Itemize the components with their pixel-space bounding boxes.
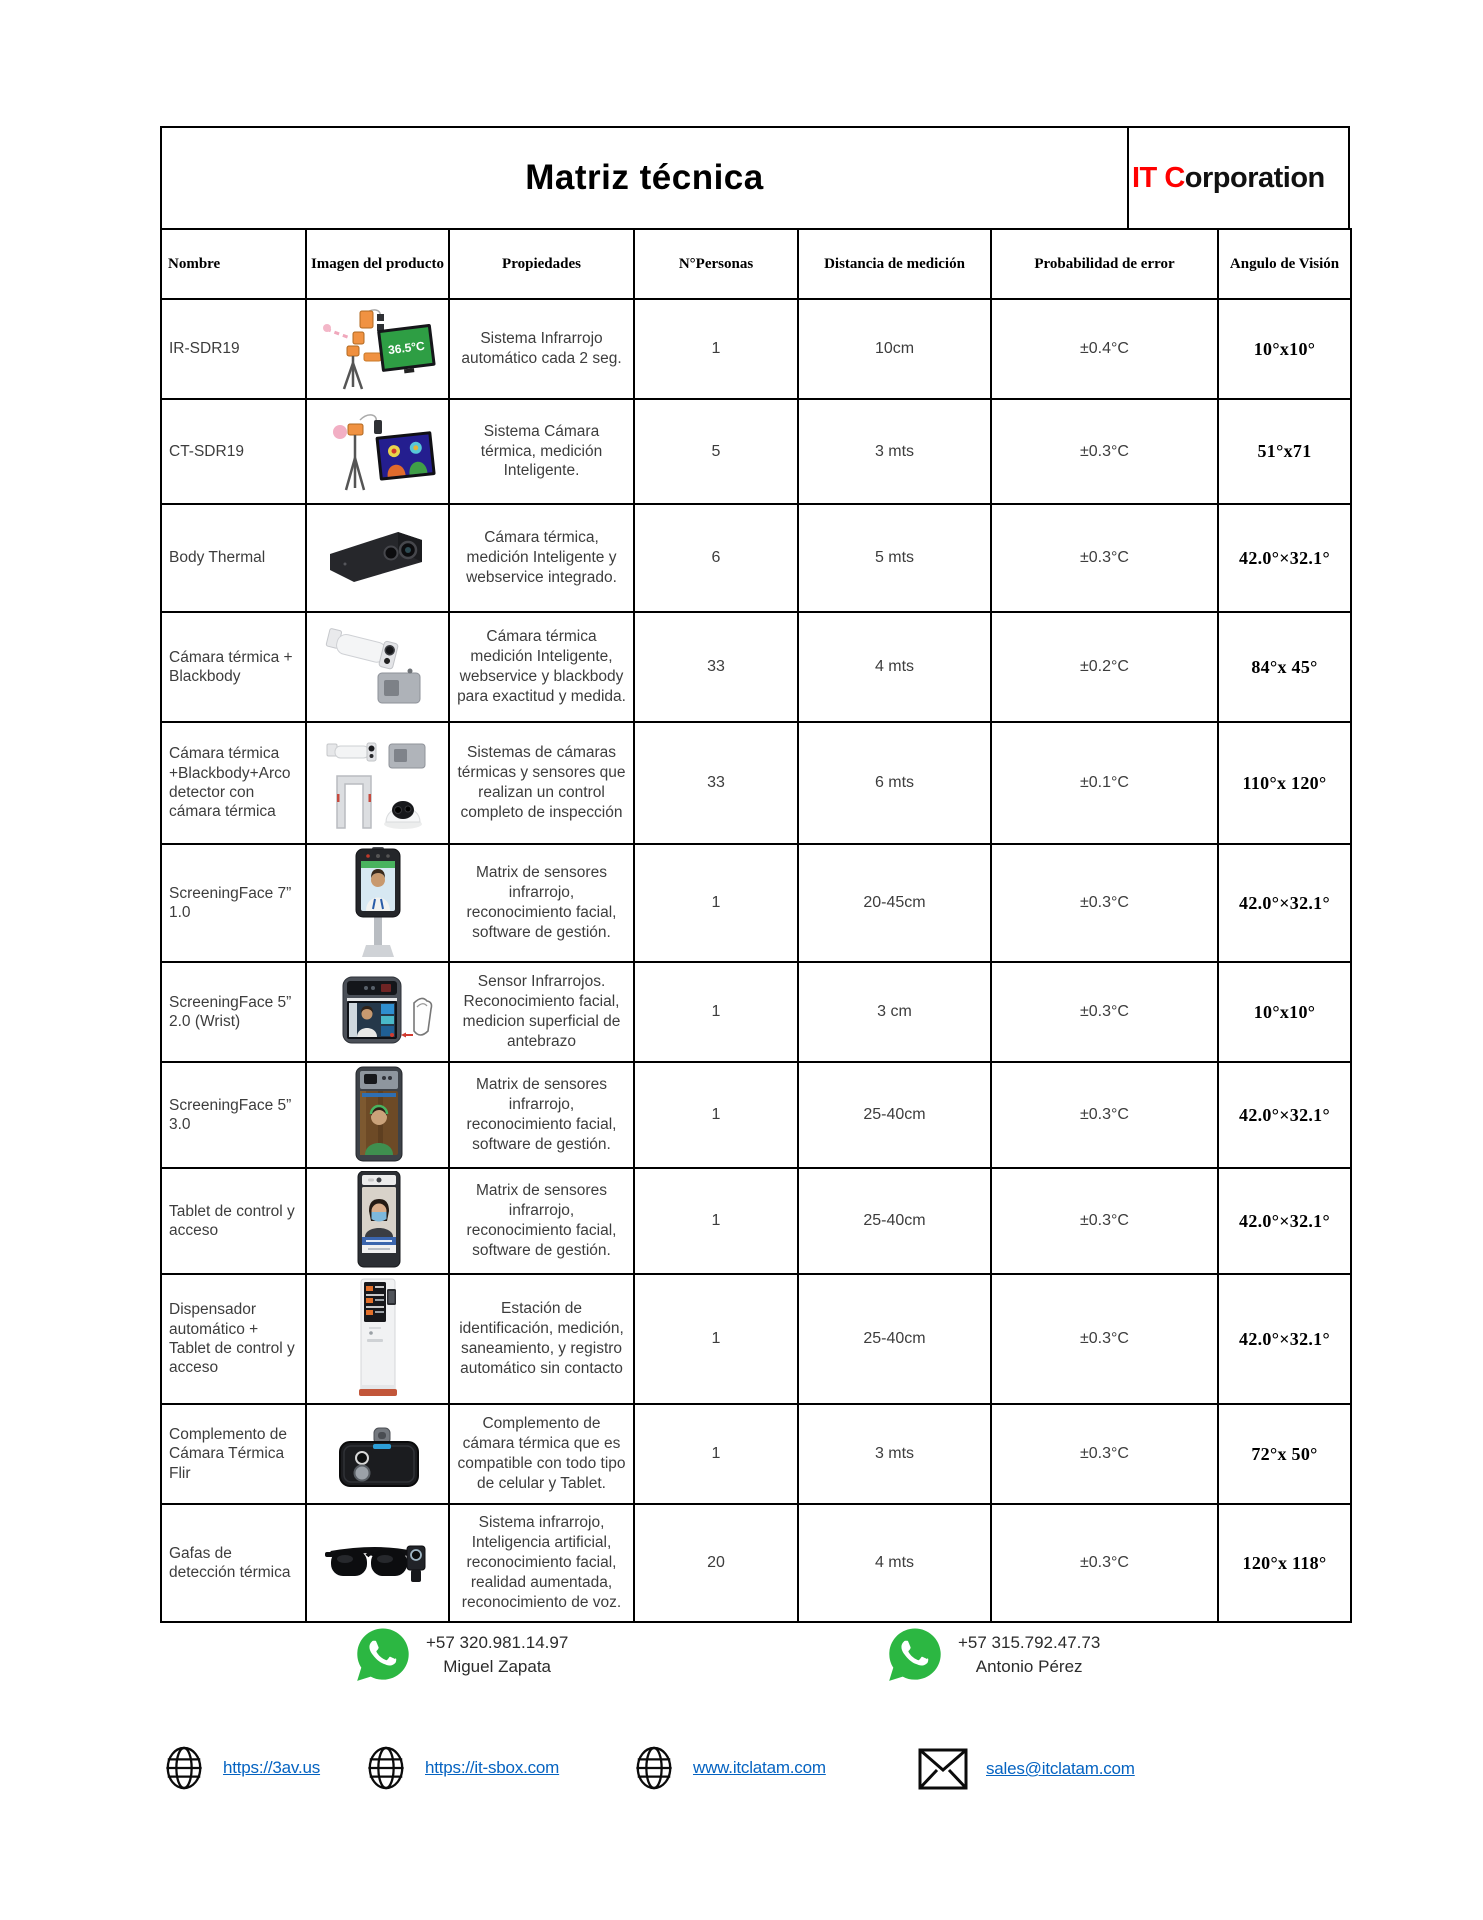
cell-propiedades: Matrix de sensores infrarrojo, reconocimiento facial, software de gestión. bbox=[449, 1168, 634, 1274]
cell-angulo: 42.0°×32.1° bbox=[1218, 1274, 1351, 1404]
globe-icon bbox=[365, 1744, 407, 1792]
cell-distancia: 10cm bbox=[798, 299, 991, 399]
contact-phone: +57 315.792.47.73 bbox=[958, 1633, 1101, 1653]
cell-angulo: 42.0°×32.1° bbox=[1218, 1062, 1351, 1168]
cell-propiedades: Cámara térmica, medición Inteligente y webservice integrado. bbox=[449, 504, 634, 612]
cell-propiedades: Sistema infrarrojo, Inteligencia artificial, reconocimiento facial, realidad aumentada, reconocimiento de voz. bbox=[449, 1504, 634, 1622]
product-image-body-thermal bbox=[320, 520, 436, 596]
column-header: Nombre bbox=[161, 229, 306, 299]
cell-product-image bbox=[306, 612, 449, 722]
cell-product-image bbox=[306, 962, 449, 1062]
table-row bbox=[161, 1404, 1351, 1504]
cell-distancia: 25-40cm bbox=[798, 1274, 991, 1404]
table-row bbox=[161, 504, 1351, 612]
logo-highlight: IT C bbox=[1132, 161, 1185, 194]
cell-angulo: 120°x 118° bbox=[1218, 1504, 1351, 1622]
cell-propiedades: Estación de identificación, medición, saneamiento, y registro automático sin contacto bbox=[449, 1274, 634, 1404]
cell-nombre: ScreeningFace 7” 1.0 bbox=[161, 844, 306, 962]
cell-nombre: ScreeningFace 5” 2.0 (Wrist) bbox=[161, 962, 306, 1062]
cell-error: ±0.1°C bbox=[991, 722, 1218, 844]
product-image-dispensador bbox=[339, 1277, 417, 1401]
cell-nombre: Cámara térmica +Blackbody+Arco detector con cámara térmica bbox=[161, 722, 306, 844]
footer-link-2 bbox=[365, 1744, 559, 1792]
cell-angulo: 10°x10° bbox=[1218, 299, 1351, 399]
cell-propiedades: Sistema Infrarrojo automático cada 2 seg. bbox=[449, 299, 634, 399]
product-image-arco-detector bbox=[325, 736, 431, 830]
footer-link-anchor[interactable]: www.itclatam.com bbox=[693, 1758, 826, 1777]
cell-personas: 5 bbox=[634, 399, 798, 504]
cell-propiedades: Sistemas de cámaras térmicas y sensores que realizan un control completo de inspección bbox=[449, 722, 634, 844]
cell-angulo: 110°x 120° bbox=[1218, 722, 1351, 844]
cell-propiedades: Cámara térmica medición Inteligente, webservice y blackbody para exactitud y medida. bbox=[449, 612, 634, 722]
column-header: Probabilidad de error bbox=[991, 229, 1218, 299]
cell-personas: 1 bbox=[634, 844, 798, 962]
table-row bbox=[161, 962, 1351, 1062]
column-header: N°Personas bbox=[634, 229, 798, 299]
product-image-ir-sdr19 bbox=[320, 305, 436, 393]
table-header-row bbox=[161, 229, 1351, 299]
product-image-screeningface-7 bbox=[336, 847, 420, 959]
cell-angulo: 42.0°×32.1° bbox=[1218, 1168, 1351, 1274]
table-row bbox=[161, 844, 1351, 962]
cell-distancia: 4 mts bbox=[798, 612, 991, 722]
cell-personas: 33 bbox=[634, 722, 798, 844]
footer-link-anchor[interactable]: https://it-sbox.com bbox=[425, 1758, 560, 1777]
cell-error: ±0.3°C bbox=[991, 844, 1218, 962]
cell-personas: 20 bbox=[634, 1504, 798, 1622]
cell-error: ±0.3°C bbox=[991, 962, 1218, 1062]
cell-distancia: 20-45cm bbox=[798, 844, 991, 962]
contact-block bbox=[426, 1631, 568, 1679]
page-title: Matriz técnica bbox=[525, 158, 764, 197]
whatsapp-contact-1 bbox=[352, 1624, 568, 1686]
footer-link-anchor[interactable]: sales@itclatam.com bbox=[986, 1759, 1135, 1778]
product-image-tablet-control bbox=[338, 1171, 418, 1271]
cell-error: ±0.3°C bbox=[991, 1404, 1218, 1504]
cell-propiedades: Matrix de sensores infrarrojo, reconocimiento facial, software de gestión. bbox=[449, 1062, 634, 1168]
cell-error: ±0.4°C bbox=[991, 299, 1218, 399]
company-logo bbox=[1132, 162, 1325, 195]
title-area bbox=[162, 128, 1127, 228]
footer-link-3 bbox=[633, 1744, 826, 1792]
product-image-camara-blackbody bbox=[322, 625, 434, 709]
cell-nombre: Complemento de Cámara Térmica Flir bbox=[161, 1404, 306, 1504]
cell-angulo: 84°x 45° bbox=[1218, 612, 1351, 722]
cell-propiedades: Sensor Infrarrojos. Reconocimiento facial, medicion superficial de antebrazo bbox=[449, 962, 634, 1062]
table-row bbox=[161, 612, 1351, 722]
column-header: Propiedades bbox=[449, 229, 634, 299]
cell-propiedades: Sistema Cámara térmica, medición Inteligente. bbox=[449, 399, 634, 504]
cell-error: ±0.3°C bbox=[991, 504, 1218, 612]
contact-name: Miguel Zapata bbox=[443, 1657, 551, 1676]
cell-distancia: 3 mts bbox=[798, 399, 991, 504]
cell-error: ±0.2°C bbox=[991, 612, 1218, 722]
cell-product-image bbox=[306, 1504, 449, 1622]
cell-propiedades: Matrix de sensores infrarrojo, reconocimiento facial, software de gestión. bbox=[449, 844, 634, 962]
product-image-ct-sdr19 bbox=[320, 408, 436, 496]
cell-personas: 1 bbox=[634, 1404, 798, 1504]
contact-phone: +57 320.981.14.97 bbox=[426, 1633, 569, 1653]
cell-distancia: 25-40cm bbox=[798, 1062, 991, 1168]
whatsapp-contact-2 bbox=[884, 1624, 1100, 1686]
cell-nombre: Tablet de control y acceso bbox=[161, 1168, 306, 1274]
column-header: Distancia de medición bbox=[798, 229, 991, 299]
cell-angulo: 51°x71 bbox=[1218, 399, 1351, 504]
envelope-icon bbox=[918, 1748, 968, 1790]
cell-personas: 6 bbox=[634, 504, 798, 612]
logo-rest: orporation bbox=[1184, 161, 1325, 194]
cell-personas: 1 bbox=[634, 1274, 798, 1404]
table-row bbox=[161, 299, 1351, 399]
cell-nombre: Gafas de detección térmica bbox=[161, 1504, 306, 1622]
product-image-flir bbox=[326, 1416, 430, 1492]
contact-name: Antonio Pérez bbox=[975, 1657, 1083, 1676]
footer-link-anchor[interactable]: https://3av.us bbox=[223, 1758, 321, 1777]
cell-error: ±0.3°C bbox=[991, 399, 1218, 504]
product-image-screeningface-5-wrist bbox=[319, 973, 437, 1051]
cell-error: ±0.3°C bbox=[991, 1062, 1218, 1168]
globe-icon bbox=[633, 1744, 675, 1792]
cell-product-image bbox=[306, 722, 449, 844]
cell-product-image bbox=[306, 1062, 449, 1168]
cell-error: ±0.3°C bbox=[991, 1168, 1218, 1274]
cell-personas: 1 bbox=[634, 962, 798, 1062]
column-header: Angulo de Visión bbox=[1218, 229, 1351, 299]
cell-product-image bbox=[306, 1274, 449, 1404]
footer-link-4 bbox=[918, 1748, 1135, 1790]
monitor-temperature-label: 36.5°C bbox=[386, 338, 426, 358]
cell-error: ±0.3°C bbox=[991, 1274, 1218, 1404]
table-row bbox=[161, 1504, 1351, 1622]
cell-nombre: IR-SDR19 bbox=[161, 299, 306, 399]
cell-personas: 1 bbox=[634, 1168, 798, 1274]
cell-nombre: Cámara térmica + Blackbody bbox=[161, 612, 306, 722]
product-image-gafas bbox=[319, 1532, 437, 1594]
cell-product-image bbox=[306, 1404, 449, 1504]
cell-nombre: Dispensador automático + Tablet de control y acceso bbox=[161, 1274, 306, 1404]
table-row bbox=[161, 1274, 1351, 1404]
cell-angulo: 42.0°×32.1° bbox=[1218, 844, 1351, 962]
cell-nombre: CT-SDR19 bbox=[161, 399, 306, 504]
cell-distancia: 25-40cm bbox=[798, 1168, 991, 1274]
cell-angulo: 10°x10° bbox=[1218, 962, 1351, 1062]
cell-product-image bbox=[306, 399, 449, 504]
cell-distancia: 5 mts bbox=[798, 504, 991, 612]
technical-matrix-table bbox=[160, 228, 1352, 1623]
product-image-screeningface-5-3 bbox=[338, 1065, 418, 1165]
whatsapp-icon bbox=[352, 1624, 414, 1686]
cell-distancia: 3 cm bbox=[798, 962, 991, 1062]
cell-angulo: 42.0°×32.1° bbox=[1218, 504, 1351, 612]
table-row bbox=[161, 1062, 1351, 1168]
cell-distancia: 4 mts bbox=[798, 1504, 991, 1622]
cell-error: ±0.3°C bbox=[991, 1504, 1218, 1622]
table-row bbox=[161, 722, 1351, 844]
cell-product-image bbox=[306, 844, 449, 962]
cell-angulo: 72°x 50° bbox=[1218, 1404, 1351, 1504]
cell-distancia: 3 mts bbox=[798, 1404, 991, 1504]
document-header bbox=[160, 126, 1350, 230]
table-row bbox=[161, 1168, 1351, 1274]
table-row bbox=[161, 399, 1351, 504]
whatsapp-icon bbox=[884, 1624, 946, 1686]
contact-block bbox=[958, 1631, 1100, 1679]
footer-link-1 bbox=[163, 1744, 320, 1792]
cell-nombre: Body Thermal bbox=[161, 504, 306, 612]
logo-box bbox=[1127, 128, 1348, 228]
column-header: Imagen del producto bbox=[306, 229, 449, 299]
cell-distancia: 6 mts bbox=[798, 722, 991, 844]
cell-product-image bbox=[306, 1168, 449, 1274]
cell-propiedades: Complemento de cámara térmica que es compatible con todo tipo de celular y Tablet. bbox=[449, 1404, 634, 1504]
cell-product-image bbox=[306, 299, 449, 399]
cell-product-image bbox=[306, 504, 449, 612]
cell-personas: 33 bbox=[634, 612, 798, 722]
cell-personas: 1 bbox=[634, 1062, 798, 1168]
globe-icon bbox=[163, 1744, 205, 1792]
cell-personas: 1 bbox=[634, 299, 798, 399]
cell-nombre: ScreeningFace 5” 3.0 bbox=[161, 1062, 306, 1168]
